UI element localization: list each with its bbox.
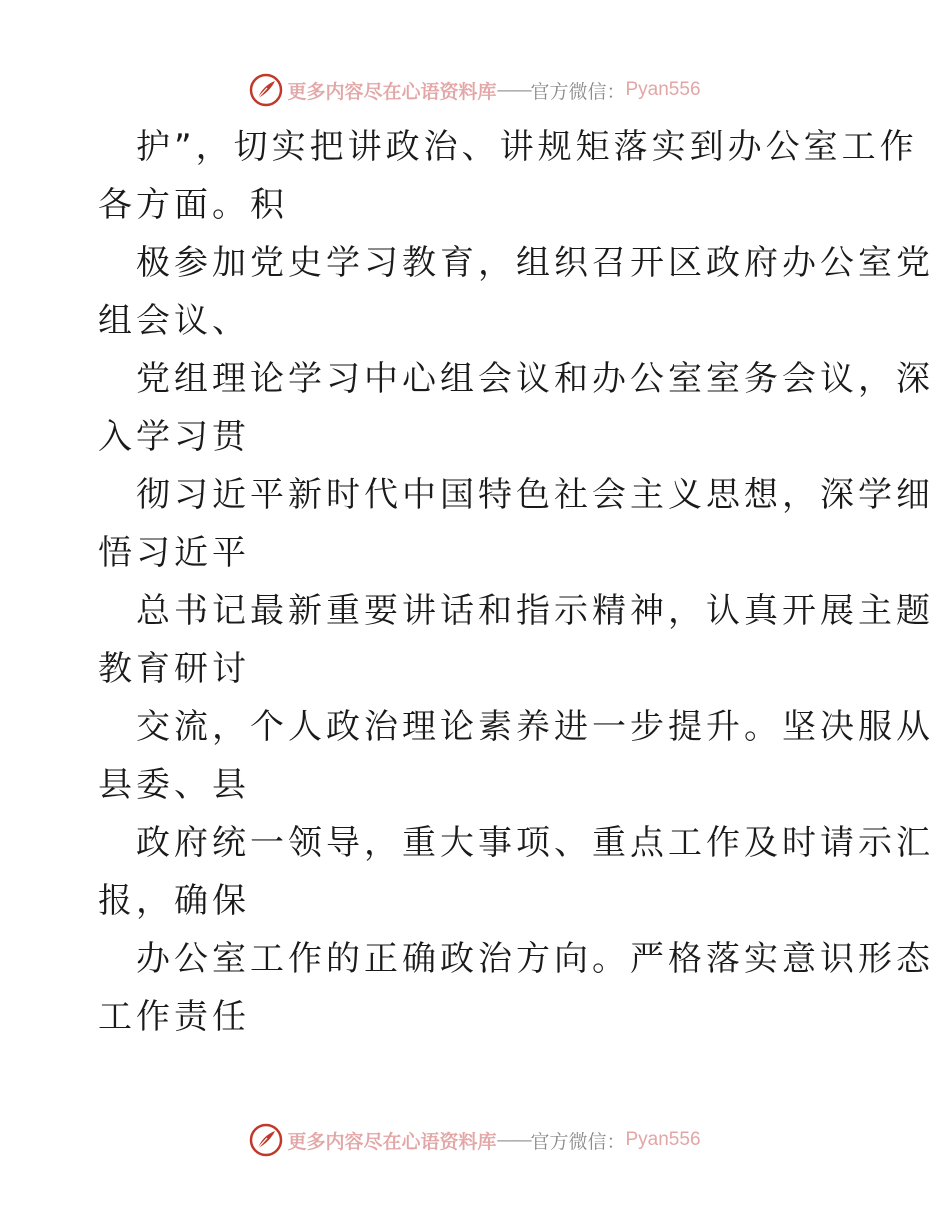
document-body <box>98 118 934 1046</box>
watermark-dash: —— <box>496 79 531 101</box>
body-line: 各方面。积 <box>98 185 288 225</box>
feather-pen-logo-icon <box>249 73 283 107</box>
body-line: 工作责任 <box>98 997 250 1037</box>
body-line: 彻习近平新时代中国特色社会主义思想，深学细 <box>136 475 934 515</box>
watermark-site-text: 更多内容尽在心语资料库 <box>287 1130 497 1153</box>
watermark-wechat-id: Pyan556 <box>625 1129 701 1150</box>
body-line: 办公室工作的正确政治方向。严格落实意识形态 <box>136 939 934 979</box>
body-line: 政府统一领导，重大事项、重点工作及时请示汇 <box>136 823 934 863</box>
watermark-official-label: 官方微信： <box>530 1130 626 1153</box>
watermark-site-text: 更多内容尽在心语资料库 <box>287 80 497 103</box>
watermark-dash: —— <box>496 1129 531 1151</box>
body-line: 党组理论学习中心组会议和办公室室务会议，深 <box>136 359 934 399</box>
body-line: 县委、县 <box>98 765 250 805</box>
body-line: 总书记最新重要讲话和指示精神，认真开展主题 <box>136 591 934 631</box>
body-line: 悟习近平 <box>98 533 250 573</box>
header-watermark <box>0 70 950 110</box>
body-line: 报，确保 <box>98 881 250 921</box>
body-line: 教育研讨 <box>98 649 250 689</box>
feather-pen-logo-icon <box>249 1123 283 1157</box>
body-line: 组会议、 <box>98 301 250 341</box>
body-line: 入学习贯 <box>98 417 250 457</box>
body-line: 交流，个人政治理论素养进一步提升。坚决服从 <box>136 707 934 747</box>
body-line: 极参加党史学习教育，组织召开区政府办公室党 <box>136 243 934 283</box>
watermark-official-label: 官方微信： <box>530 80 626 103</box>
watermark-wechat-id: Pyan556 <box>625 79 701 100</box>
footer-watermark <box>0 1120 950 1160</box>
body-line: 护”，切实把讲政治、讲规矩落实到办公室工作 <box>136 127 918 167</box>
